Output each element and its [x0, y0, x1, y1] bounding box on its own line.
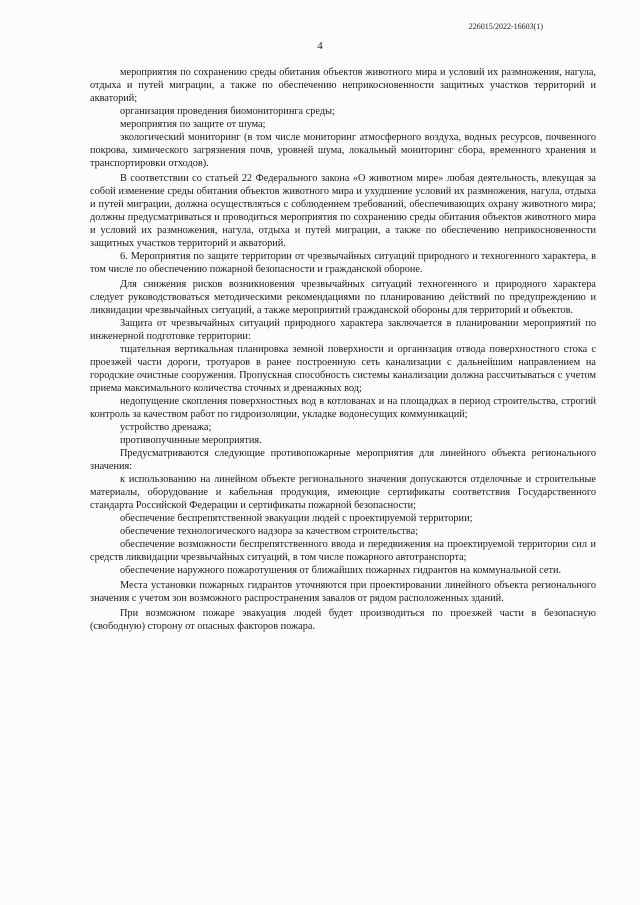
paragraph: 6. Мероприятия по защите территории от чрезвычайных ситуаций природного и техногенного характера, в том числе по обеспечению пожарной безопасности и гражданской обороне.	[90, 251, 596, 275]
document-body	[90, 66, 596, 633]
paragraph: Места установки пожарных гидрантов уточняются при проектировании линейного объекта регионального значения с учетом зон возможного распространения завалов от рядом расположенных зданий.	[90, 580, 596, 604]
paragraph: недопущение скопления поверхностных вод в котлованах и на площадках в период строительства, строгий контроль за качеством работ по гидроизоляции, укладке водонесущих коммуникаций;	[90, 396, 596, 420]
paragraph: мероприятия по сохранению среды обитания объектов животного мира и условий их размножения, нагула, отдыха и путей миграции, а также по обеспечению неприкосновенности защитных участков территорий и акваторий;	[90, 67, 596, 104]
page-number: 4	[317, 40, 323, 52]
paragraph: обеспечение наружного пожаротушения от ближайших пожарных гидрантов на коммунальной сети.	[120, 565, 562, 576]
paragraph: противопучинные мероприятия.	[120, 435, 262, 446]
paragraph: Для снижения рисков возникновения чрезвычайных ситуаций техногенного и природного характера следует руководствоваться методическими рекомендациями по планированию действий по предупреждению и ликвидации чрезвычайных ситуаций, а также мероприятий гражданской обороны для территорий и объектов.	[90, 279, 596, 316]
paragraph: экологический мониторинг (в том числе мониторинг атмосферного воздуха, водных ресурсов, почвенного покрова, химического загрязнения почв, уровней шума, локальный мониторинг сбора, временного хранения и транспортировки отходов).	[90, 132, 596, 169]
paragraph: В соответствии со статьей 22 Федерального закона «О животном мире» любая деятельность, влекущая за собой изменение среды обитания объектов животного мира и ухудшение условий их размножения, нагула, отдыха и путей миграции, должна осуществляться с соблюдением требований, обеспечивающих охрану животного мира; должны предусматриваться и проводиться мероприятия по сохранению среды обитания объектов животного мира и условий их размножения, нагула, отдыха и путей миграции, а также по обеспечению неприкосновенности защитных участков территорий и акваторий.	[90, 173, 596, 249]
paragraph: обеспечение беспрепятственной эвакуации людей с проектируемой территории;	[120, 513, 473, 524]
paragraph: устройство дренажа;	[120, 422, 212, 433]
paragraph: обеспечение технологического надзора за качеством строительства;	[120, 526, 419, 537]
paragraph: обеспечение возможности беспрепятственного ввода и передвижения на проектируемой территории сил и средств ликвидации чрезвычайных ситуаций, в том числе пожарного автотранспорта;	[90, 539, 596, 563]
paragraph: Защита от чрезвычайных ситуаций природного характера заключается в планировании мероприятий по инженерной подготовке территории:	[90, 318, 596, 342]
paragraph: Предусматриваются следующие противопожарные мероприятия для линейного объекта регионального значения:	[90, 448, 596, 472]
paragraph: к использованию на линейном объекте регионального значения допускаются отделочные и строительные материалы, оборудование и кабельная продукция, имеющие сертификаты соответствия Государственного стандарта Российской Федерации и сертификаты пожарной безопасности;	[90, 474, 596, 511]
document-id: 226015/2022-16603(1)	[468, 22, 543, 31]
paragraph: тщательная вертикальная планировка земной поверхности и организация отвода поверхностного стока с проезжей части дороги, тротуаров в ранее построенную сеть канализации с дальнейшим направлением на городские очистные сооружения. Пропускная способность системы канализации должна рассчитываться с учетом приема максимального количества сточных и дренажных вод;	[90, 344, 596, 394]
paragraph: организация проведения биомониторинга среды;	[120, 106, 335, 117]
paragraph: При возможном пожаре эвакуация людей будет производиться по проезжей части в безопасную (свободную) сторону от опасных факторов пожара.	[90, 608, 596, 632]
paragraph: мероприятия по защите от шума;	[120, 119, 266, 130]
